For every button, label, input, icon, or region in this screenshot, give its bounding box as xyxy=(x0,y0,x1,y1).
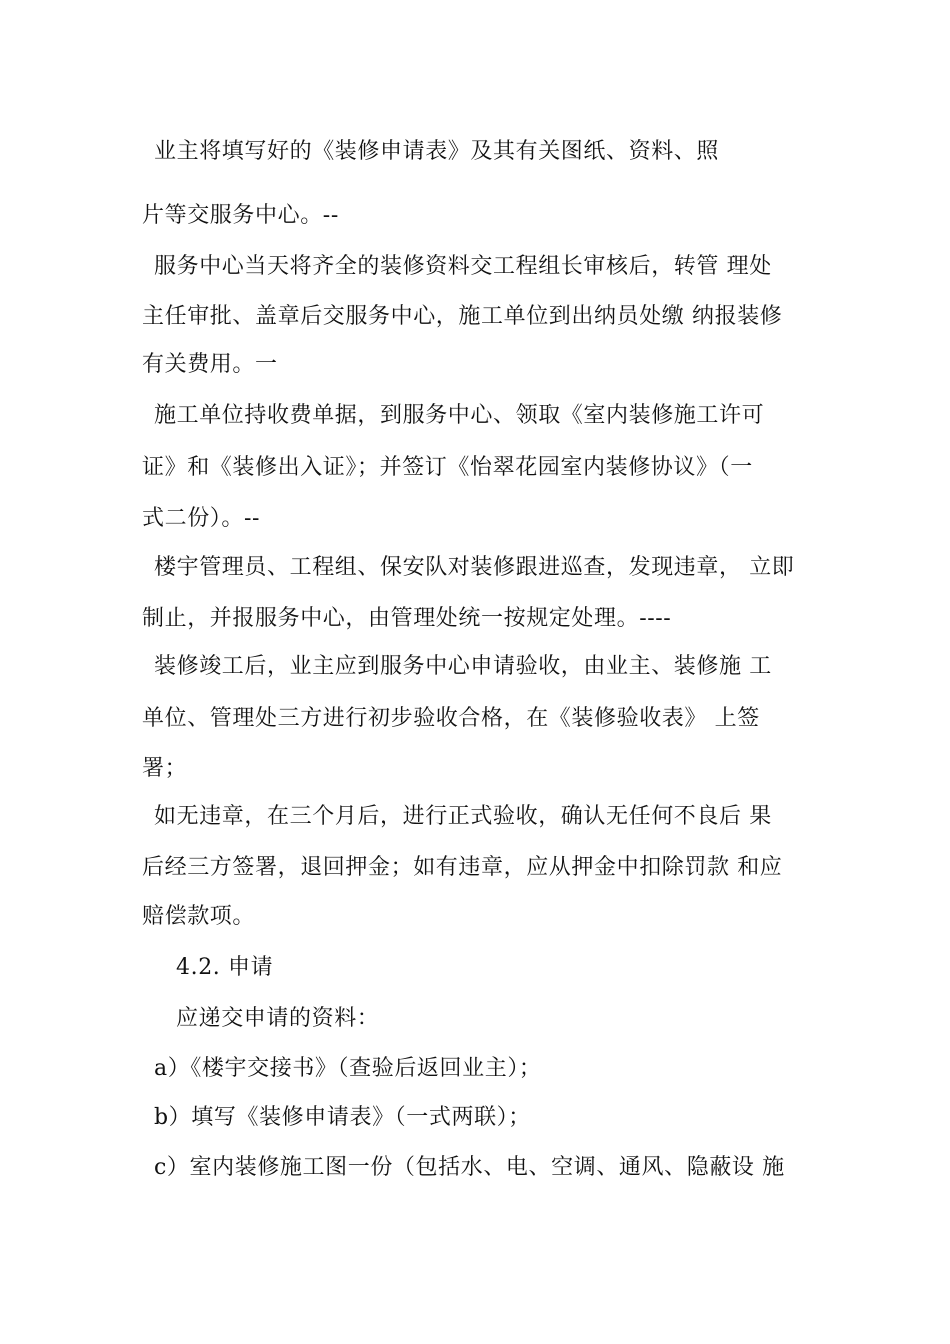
list-item: b）填写《装修申请表》（一式两联）； xyxy=(154,1105,531,1130)
paragraph-line: 业主将填写好的《装修申请表》及其有关图纸、资料、照 xyxy=(154,139,720,164)
paragraph-line: 制止，并报服务中心，由管理处统一按规定处理。---- xyxy=(142,606,672,631)
paragraph-line: 施工单位持收费单据，到服务中心、领取《室内装修施工许可 xyxy=(154,403,765,428)
paragraph-line: 服务中心当天将齐全的装修资料交工程组长审核后，转管 理处 xyxy=(154,254,772,279)
paragraph-line: 楼宇管理员、工程组、保安队对装修跟进巡查，发现违章， 立即 xyxy=(154,555,795,580)
paragraph-line: 赔偿款项。 xyxy=(142,904,256,929)
paragraph-line: 装修竣工后，业主应到服务中心申请验收，由业主、装修施 工 xyxy=(154,654,772,679)
list-item: c）室内装修施工图一份（包括水、电、空调、通风、隐蔽设 施 xyxy=(154,1155,785,1180)
paragraph-line: 单位、管理处三方进行初步验收合格，在《装修验收表》 上签 xyxy=(142,706,760,731)
paragraph-line: 证》和《装修出入证》；并签订《怡翠花园室内装修协议》（一 xyxy=(142,455,753,480)
paragraph-line: 有关费用。一 xyxy=(142,352,278,377)
paragraph-line: 主任审批、盖章后交服务中心，施工单位到出纳员处缴 纳报装修 xyxy=(142,304,783,329)
paragraph-line: 片等交服务中心。-- xyxy=(142,203,339,228)
list-item: a）《楼宇交接书》（查验后返回业主）； xyxy=(154,1056,542,1081)
paragraph-line: 应递交申请的资料： xyxy=(176,1006,380,1031)
paragraph-line: 后经三方签署，退回押金；如有违章，应从押金中扣除罚款 和应 xyxy=(142,855,783,880)
paragraph-line: 如无违章，在三个月后，进行正式验收，确认无任何不良后 果 xyxy=(154,804,772,829)
paragraph-line: 式二份）。-- xyxy=(142,506,261,531)
paragraph-line: 署； xyxy=(142,756,188,781)
section-heading: 4.2. 申请 xyxy=(176,955,274,980)
